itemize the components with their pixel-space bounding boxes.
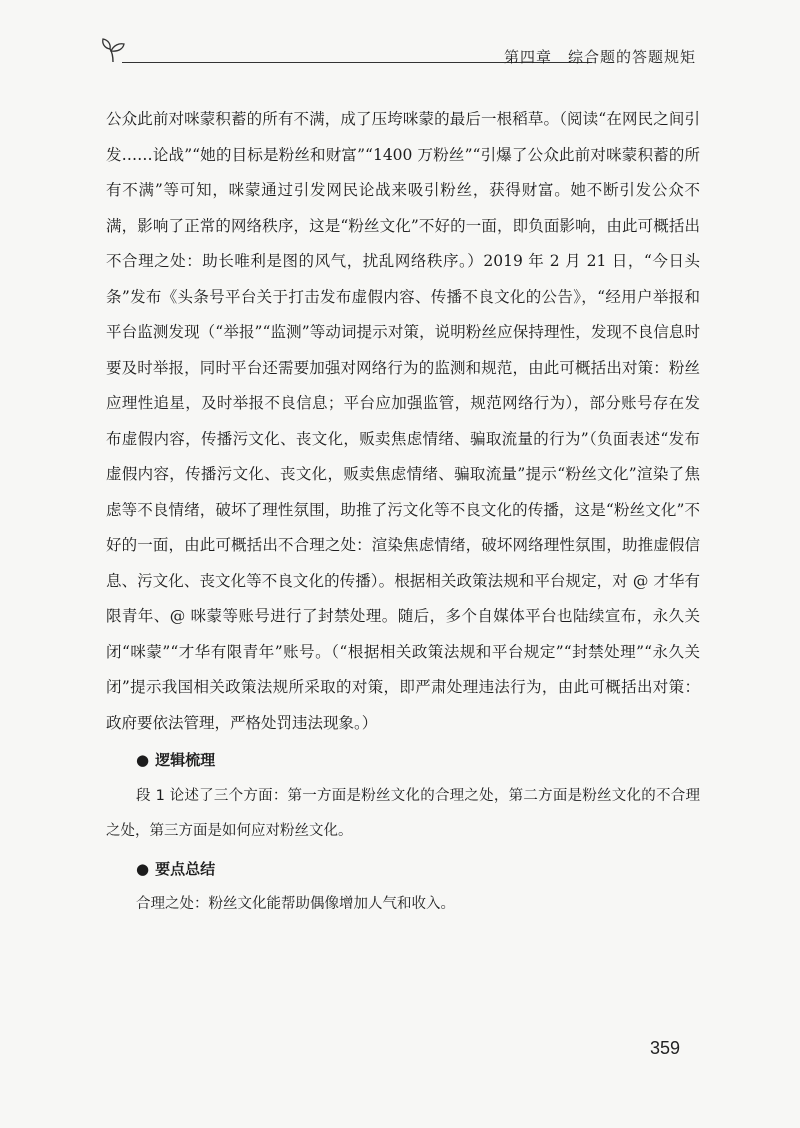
logic-heading	[106, 743, 700, 779]
logic-paragraph: 段 1 论述了三个方面：第一方面是粉丝文化的合理之处，第二方面是粉丝文化的不合理之处，第三方面是如何应对粉丝文化。	[106, 787, 700, 839]
bullet-icon: ●	[136, 751, 150, 769]
chapter-title: 第四章 综合题的答题规矩	[503, 48, 696, 66]
summary-heading-label: 要点总结	[155, 859, 216, 878]
logic-heading-label: 逻辑梳理	[155, 751, 216, 769]
summary-paragraph: 合理之处：粉丝文化能帮助偶像增加人气和收入。	[136, 896, 455, 912]
page-number: 359	[650, 1038, 681, 1058]
summary-heading	[106, 852, 700, 888]
bullet-icon: ●	[136, 859, 150, 878]
analysis-paragraph: 公众此前对咪蒙积蓄的所有不满，成了压垮咪蒙的最后一根稻草。（阅读“在网民之间引发……论战”“她的目标是粉丝和财富”“1400 万粉丝”“引爆了公众此前对咪蒙积蓄的所有不满”等可知，咪蒙通过引发网民论战来吸引粉丝，获得财富。她不断引发公众不满，影响了正常的网络秩序，这是“粉丝文化”不好的一面，即负面影响，由此可概括出不合理之处：助长唯利是图的风气，扰乱网络秩序。）2019 年 2 月 21 日，“今日头条”发布《头条号平台关于打击发布虚假内容、传播不良文化的公告》，“经用户举报和平台监测发现（“举报”“监测”等动词提示对策，说明粉丝应保持理性，发现不良信息时要及时举报，同时平台还需要加强对网络行为的监测和规范，由此可概括出对策：粉丝应理性追星，及时举报不良信息；平台应加强监管，规范网络行为），部分账号存在发布虚假内容，传播污文化、丧文化，贩卖焦虑情绪、骗取流量的行为”（负面表述“发布虚假内容，传播污文化、丧文化，贩卖焦虑情绪、骗取流量”提示“粉丝文化”渲染了焦虑等不良情绪，破坏了理性氛围，助推了污文化等不良文化的传播，这是“粉丝文化”不好的一面，由此可概括出不合理之处：渲染焦虑情绪，破坏网络理性氛围，助推虚假信息、污文化、丧文化等不良文化的传播）。根据相关政策法规和平台规定，对 @ 才华有限青年、@ 咪蒙等账号进行了封禁处理。随后，多个自媒体平台也陆续宣布，永久关闭“咪蒙”“才华有限青年”账号。（“根据相关政策法规和平台规定”“封禁处理”“永久关闭”提示我国相关政策法规所采取的对策，即严肃处理违法行为，由此可概括出对策：政府要依法管理，严格处罚违法现象。）	[106, 110, 700, 732]
running-header	[100, 36, 700, 68]
page-body	[106, 102, 700, 923]
